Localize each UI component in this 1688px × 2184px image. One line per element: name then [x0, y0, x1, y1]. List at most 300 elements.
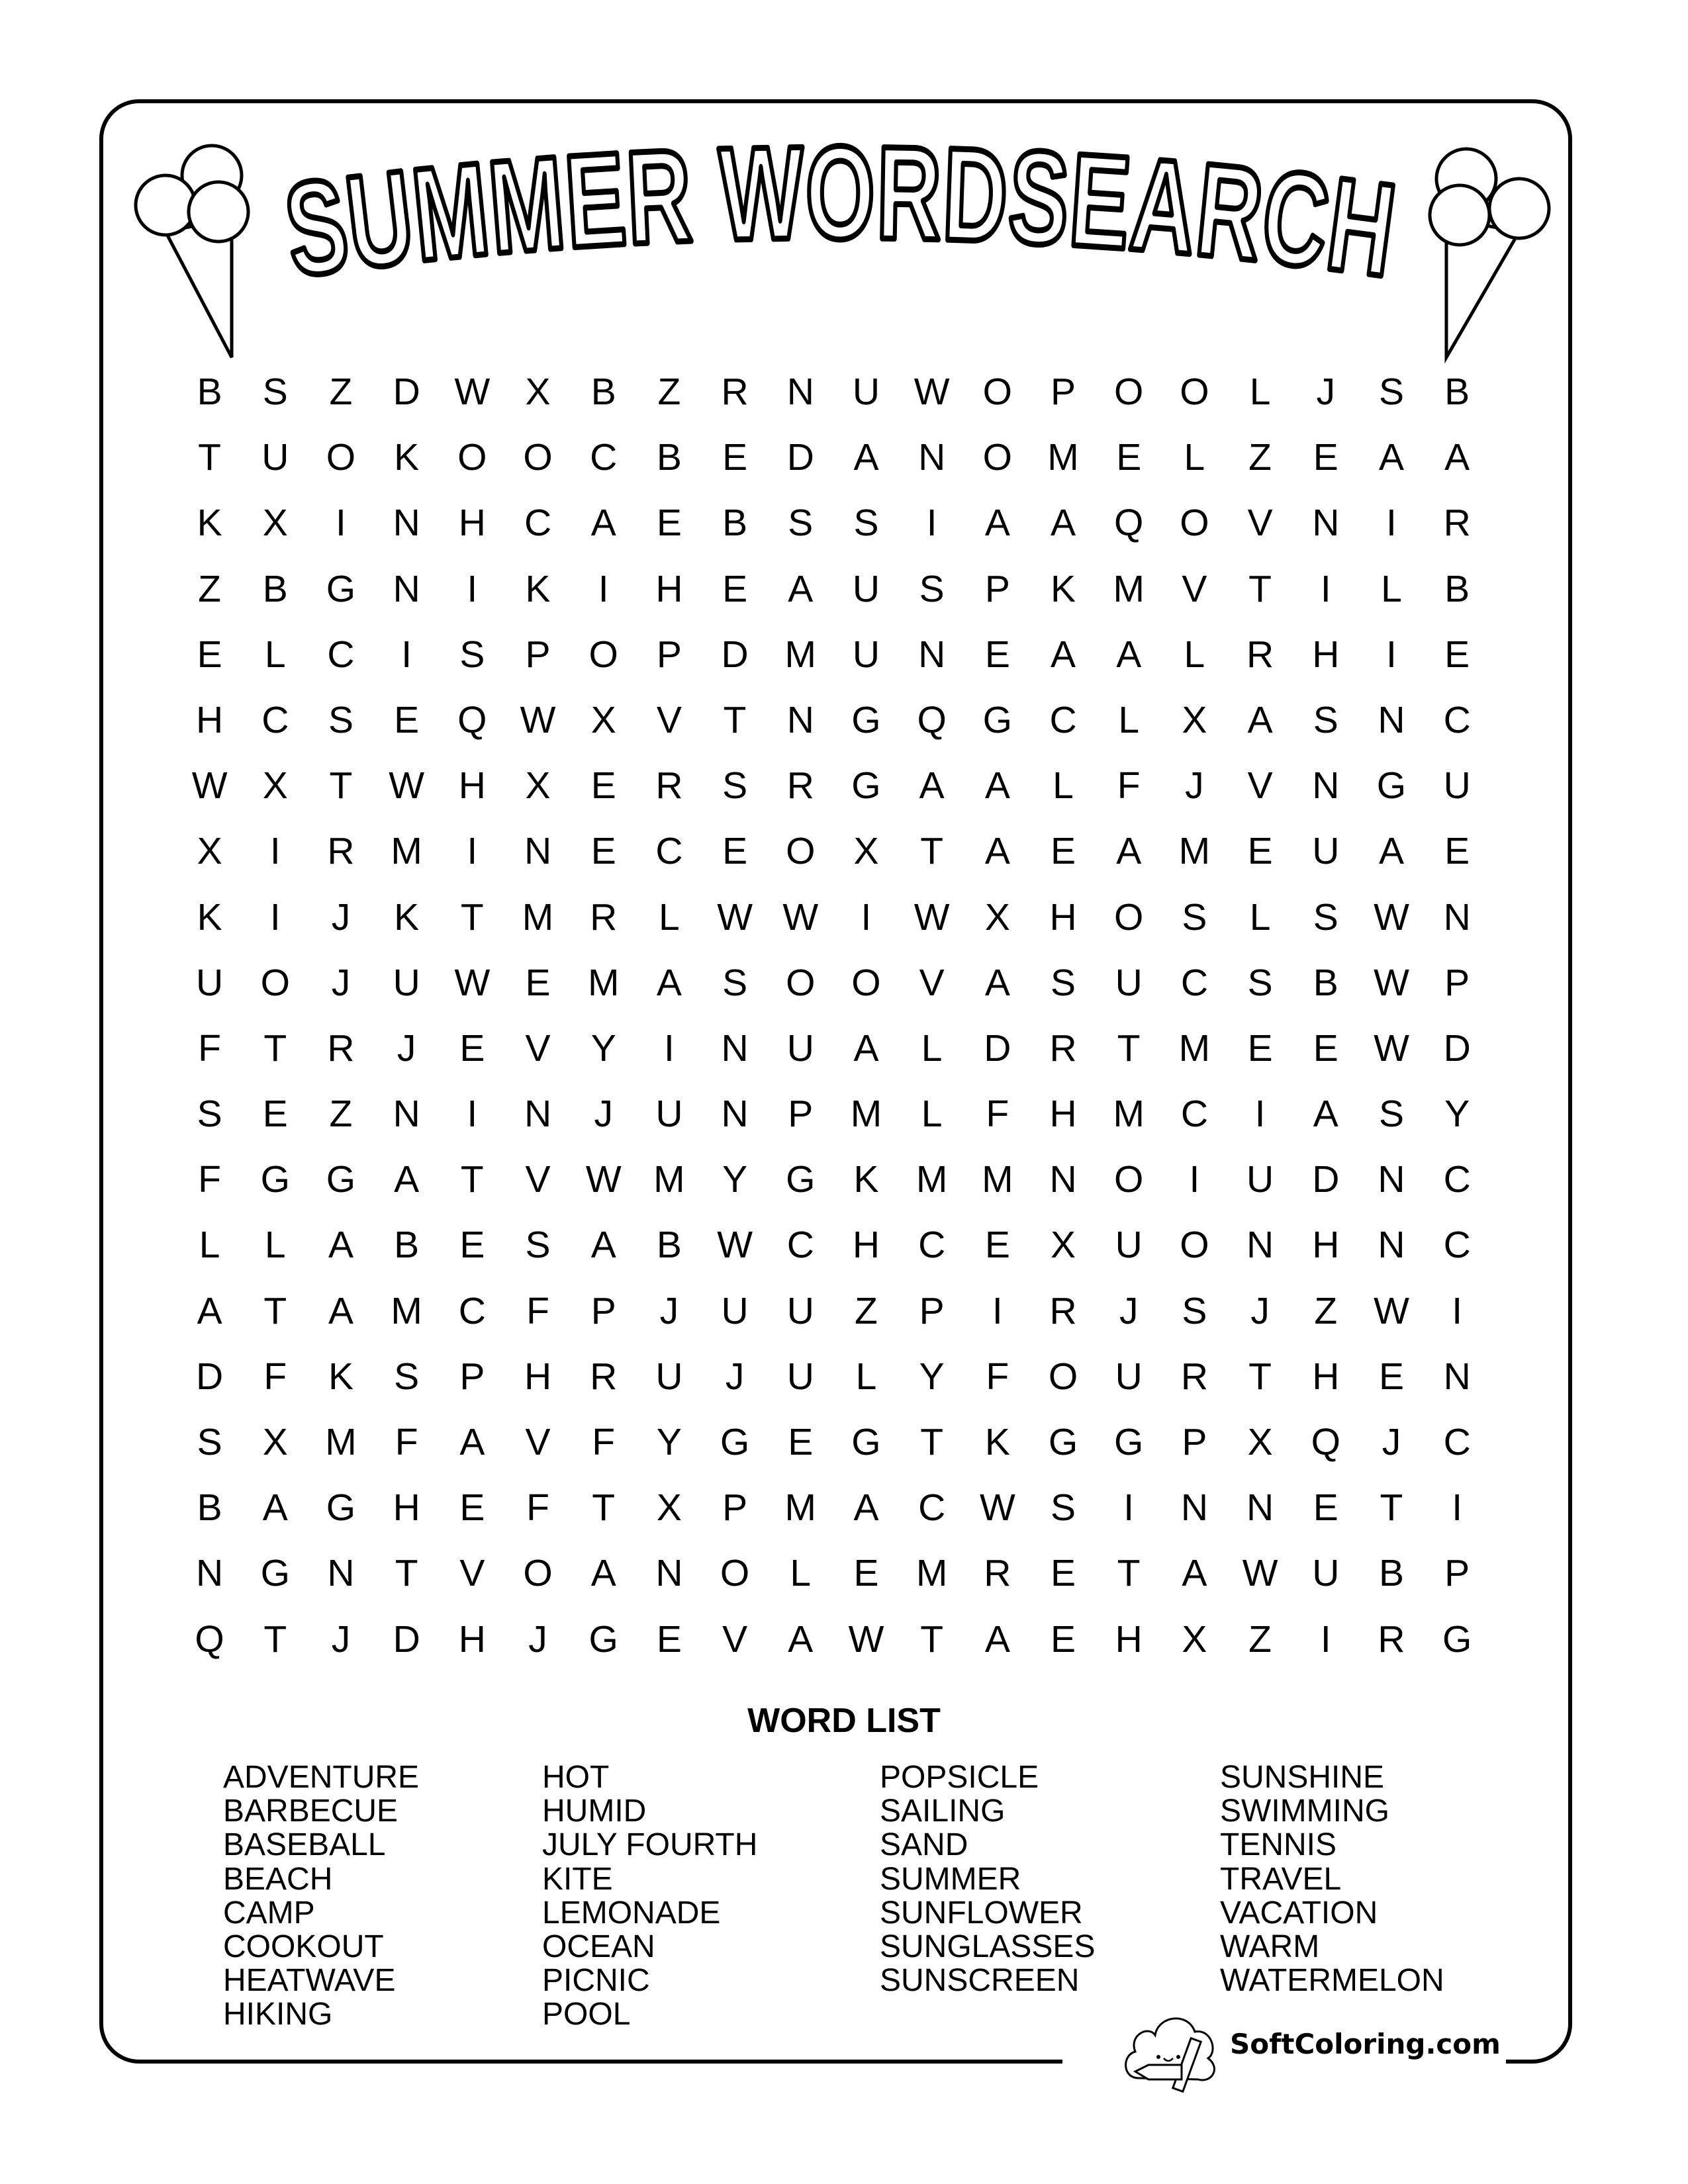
grid-letter[interactable]: G: [720, 1421, 750, 1463]
grid-letter[interactable]: K: [197, 502, 222, 545]
grid-letter[interactable]: V: [919, 961, 945, 1004]
grid-letter[interactable]: O: [1180, 1224, 1209, 1267]
grid-letter[interactable]: C: [918, 1224, 946, 1267]
grid-letter[interactable]: S: [1182, 895, 1207, 938]
grid-letter[interactable]: A: [984, 764, 1010, 807]
grid-letter[interactable]: P: [984, 567, 1010, 610]
grid-letter[interactable]: S: [459, 633, 485, 676]
grid-letter[interactable]: A: [1444, 436, 1470, 479]
grid-letter[interactable]: A: [459, 1421, 485, 1463]
grid-letter[interactable]: C: [1443, 1224, 1471, 1267]
grid-letter[interactable]: L: [1184, 633, 1205, 676]
grid-letter[interactable]: R: [1378, 1617, 1405, 1661]
grid-letter[interactable]: I: [598, 567, 609, 610]
grid-letter[interactable]: O: [786, 961, 816, 1004]
grid-letter[interactable]: F: [263, 1355, 287, 1398]
grid-letter[interactable]: X: [525, 764, 551, 807]
grid-letter[interactable]: E: [1313, 1026, 1338, 1069]
grid-letter[interactable]: S: [197, 1421, 222, 1463]
grid-letter[interactable]: B: [1444, 371, 1470, 413]
grid-letter[interactable]: R: [984, 1552, 1011, 1595]
grid-letter[interactable]: N: [786, 698, 814, 741]
grid-letter[interactable]: A: [197, 1289, 222, 1332]
grid-letter[interactable]: A: [1116, 633, 1142, 676]
grid-letter[interactable]: K: [984, 1421, 1010, 1463]
grid-letter[interactable]: N: [393, 1093, 420, 1136]
grid-letter[interactable]: X: [1182, 698, 1207, 741]
grid-letter[interactable]: L: [1381, 567, 1402, 610]
grid-letter[interactable]: P: [788, 1093, 814, 1136]
grid-letter[interactable]: O: [1180, 502, 1209, 545]
grid-letter[interactable]: S: [1247, 961, 1273, 1004]
grid-letter[interactable]: D: [1312, 1158, 1340, 1201]
grid-letter[interactable]: N: [1378, 1224, 1405, 1267]
grid-letter[interactable]: C: [1443, 1158, 1471, 1201]
grid-letter[interactable]: A: [1051, 502, 1076, 545]
grid-letter[interactable]: W: [1374, 1289, 1409, 1332]
grid-letter[interactable]: J: [331, 895, 351, 938]
grid-letter[interactable]: T: [1117, 1552, 1141, 1595]
grid-letter[interactable]: Z: [657, 371, 681, 413]
grid-letter[interactable]: S: [328, 698, 353, 741]
grid-letter[interactable]: B: [656, 1224, 682, 1267]
grid-letter[interactable]: A: [788, 567, 814, 610]
grid-letter[interactable]: J: [594, 1093, 613, 1136]
grid-letter[interactable]: D: [196, 1355, 224, 1398]
grid-letter[interactable]: J: [397, 1026, 416, 1069]
grid-letter[interactable]: L: [855, 1355, 877, 1398]
grid-letter[interactable]: E: [1051, 1552, 1076, 1595]
grid-letter[interactable]: M: [522, 895, 554, 938]
grid-letter[interactable]: O: [523, 1552, 553, 1595]
grid-letter[interactable]: C: [1443, 1421, 1471, 1463]
grid-letter[interactable]: G: [851, 698, 881, 741]
grid-letter[interactable]: C: [1180, 1093, 1208, 1136]
grid-letter[interactable]: I: [467, 567, 478, 610]
grid-letter[interactable]: E: [853, 1552, 879, 1595]
grid-letter[interactable]: U: [721, 1289, 749, 1332]
grid-letter[interactable]: A: [1182, 1552, 1207, 1595]
grid-letter[interactable]: H: [1115, 1617, 1143, 1661]
grid-letter[interactable]: E: [1378, 1355, 1404, 1398]
grid-letter[interactable]: U: [655, 1355, 683, 1398]
grid-letter[interactable]: Y: [919, 1355, 945, 1398]
grid-letter[interactable]: H: [852, 1224, 880, 1267]
grid-letter[interactable]: W: [1374, 961, 1409, 1004]
grid-letter[interactable]: G: [260, 1158, 290, 1201]
grid-letter[interactable]: I: [1452, 1486, 1463, 1529]
grid-letter[interactable]: C: [1049, 698, 1077, 741]
grid-letter[interactable]: E: [525, 961, 551, 1004]
grid-letter[interactable]: R: [1180, 1355, 1208, 1398]
grid-letter[interactable]: X: [1182, 1617, 1207, 1661]
grid-letter[interactable]: E: [1051, 830, 1076, 873]
grid-letter[interactable]: A: [656, 961, 682, 1004]
grid-letter[interactable]: U: [1115, 961, 1143, 1004]
grid-letter[interactable]: T: [329, 764, 353, 807]
grid-letter[interactable]: E: [788, 1421, 814, 1463]
grid-letter[interactable]: K: [328, 1355, 353, 1398]
grid-letter[interactable]: N: [918, 633, 946, 676]
grid-letter[interactable]: W: [454, 961, 491, 1004]
grid-letter[interactable]: C: [261, 698, 289, 741]
grid-letter[interactable]: E: [459, 1486, 485, 1529]
grid-letter[interactable]: W: [979, 1486, 1015, 1529]
grid-letter[interactable]: X: [262, 764, 288, 807]
grid-letter[interactable]: F: [592, 1421, 616, 1463]
grid-letter[interactable]: A: [590, 1552, 616, 1595]
grid-letter[interactable]: C: [655, 830, 683, 873]
grid-letter[interactable]: G: [851, 1421, 881, 1463]
grid-letter[interactable]: B: [197, 1486, 222, 1529]
grid-letter[interactable]: L: [1053, 764, 1074, 807]
grid-letter[interactable]: U: [1115, 1224, 1143, 1267]
grid-letter[interactable]: R: [590, 1355, 618, 1398]
grid-letter[interactable]: I: [1452, 1289, 1463, 1332]
grid-letter[interactable]: O: [1114, 895, 1144, 938]
grid-letter[interactable]: G: [851, 764, 881, 807]
grid-letter[interactable]: B: [656, 436, 682, 479]
grid-letter[interactable]: Q: [195, 1617, 224, 1661]
grid-letter[interactable]: F: [395, 1421, 418, 1463]
grid-letter[interactable]: J: [659, 1289, 679, 1332]
grid-letter[interactable]: I: [1123, 1486, 1135, 1529]
grid-letter[interactable]: E: [984, 633, 1010, 676]
grid-letter[interactable]: Z: [329, 1093, 353, 1136]
grid-letter[interactable]: C: [590, 436, 618, 479]
grid-letter[interactable]: W: [1374, 1026, 1409, 1069]
grid-letter[interactable]: M: [1047, 436, 1079, 479]
grid-letter[interactable]: A: [1378, 830, 1404, 873]
grid-letter[interactable]: E: [262, 1093, 288, 1136]
grid-letter[interactable]: Y: [1444, 1093, 1470, 1136]
grid-letter[interactable]: F: [526, 1486, 549, 1529]
grid-letter[interactable]: Y: [722, 1158, 748, 1201]
grid-letter[interactable]: O: [260, 961, 290, 1004]
grid-letter[interactable]: N: [1246, 1486, 1274, 1529]
grid-letter[interactable]: U: [852, 633, 880, 676]
grid-letter[interactable]: O: [1114, 1158, 1144, 1201]
grid-letter[interactable]: E: [394, 698, 420, 741]
grid-letter[interactable]: R: [655, 764, 683, 807]
grid-letter[interactable]: H: [655, 567, 683, 610]
grid-letter[interactable]: X: [197, 830, 222, 873]
grid-letter[interactable]: V: [1247, 502, 1273, 545]
grid-letter[interactable]: L: [1249, 895, 1271, 938]
grid-letter[interactable]: U: [852, 371, 880, 413]
grid-letter[interactable]: I: [1386, 502, 1397, 545]
grid-letter[interactable]: N: [393, 567, 420, 610]
grid-letter[interactable]: Z: [1314, 1289, 1338, 1332]
grid-letter[interactable]: T: [1248, 1355, 1272, 1398]
grid-letter[interactable]: M: [1178, 1026, 1211, 1069]
grid-letter[interactable]: C: [1180, 961, 1208, 1004]
grid-letter[interactable]: C: [1443, 698, 1471, 741]
grid-letter[interactable]: G: [1114, 1421, 1144, 1463]
grid-letter[interactable]: E: [1051, 1617, 1076, 1661]
grid-letter[interactable]: L: [921, 1026, 943, 1069]
grid-letter[interactable]: L: [264, 633, 286, 676]
grid-letter[interactable]: M: [1113, 567, 1145, 610]
grid-letter[interactable]: I: [1320, 567, 1331, 610]
grid-letter[interactable]: B: [394, 1224, 420, 1267]
grid-letter[interactable]: H: [393, 1486, 420, 1529]
grid-letter[interactable]: T: [592, 1486, 616, 1529]
grid-letter[interactable]: W: [1374, 895, 1409, 938]
grid-letter[interactable]: Z: [1248, 1617, 1272, 1661]
grid-letter[interactable]: T: [1248, 567, 1272, 610]
grid-letter[interactable]: Q: [917, 698, 947, 741]
grid-letter[interactable]: T: [1380, 1486, 1403, 1529]
grid-letter[interactable]: E: [197, 633, 222, 676]
grid-letter[interactable]: M: [587, 961, 620, 1004]
grid-letter[interactable]: V: [525, 1421, 551, 1463]
grid-letter[interactable]: J: [725, 1355, 745, 1398]
grid-letter[interactable]: N: [1378, 698, 1405, 741]
grid-letter[interactable]: Z: [329, 371, 353, 413]
grid-letter[interactable]: S: [1051, 961, 1076, 1004]
grid-letter[interactable]: T: [920, 1617, 944, 1661]
grid-letter[interactable]: E: [722, 567, 748, 610]
grid-letter[interactable]: T: [263, 1617, 287, 1661]
grid-letter[interactable]: S: [394, 1355, 420, 1398]
grid-letter[interactable]: Y: [590, 1026, 616, 1069]
grid-letter[interactable]: W: [389, 764, 425, 807]
grid-letter[interactable]: R: [1049, 1026, 1077, 1069]
grid-letter[interactable]: M: [325, 1421, 357, 1463]
grid-letter[interactable]: P: [1182, 1421, 1207, 1463]
grid-letter[interactable]: B: [1444, 567, 1470, 610]
grid-letter[interactable]: B: [722, 502, 748, 545]
grid-letter[interactable]: M: [850, 1093, 882, 1136]
grid-letter[interactable]: S: [1051, 1486, 1076, 1529]
grid-letter[interactable]: L: [1118, 698, 1140, 741]
grid-letter[interactable]: I: [467, 830, 478, 873]
grid-letter[interactable]: P: [1444, 1552, 1470, 1595]
grid-letter[interactable]: P: [722, 1486, 748, 1529]
grid-letter[interactable]: X: [1247, 1421, 1273, 1463]
grid-letter[interactable]: R: [590, 895, 618, 938]
grid-letter[interactable]: E: [984, 1224, 1010, 1267]
grid-letter[interactable]: B: [1378, 1552, 1404, 1595]
grid-letter[interactable]: A: [394, 1158, 420, 1201]
grid-letter[interactable]: E: [1247, 1026, 1273, 1069]
grid-letter[interactable]: A: [1051, 633, 1076, 676]
grid-letter[interactable]: O: [982, 371, 1013, 413]
grid-letter[interactable]: C: [786, 1224, 814, 1267]
grid-letter[interactable]: I: [1189, 1158, 1200, 1201]
grid-letter[interactable]: A: [1116, 830, 1142, 873]
grid-letter[interactable]: I: [336, 502, 346, 545]
grid-letter[interactable]: S: [722, 764, 748, 807]
grid-letter[interactable]: U: [655, 1093, 683, 1136]
grid-letter[interactable]: N: [721, 1026, 749, 1069]
grid-letter[interactable]: E: [590, 830, 616, 873]
grid-letter[interactable]: B: [590, 371, 616, 413]
grid-letter[interactable]: U: [786, 1289, 814, 1332]
grid-letter[interactable]: O: [588, 633, 618, 676]
grid-letter[interactable]: E: [459, 1026, 485, 1069]
grid-letter[interactable]: H: [1312, 1355, 1340, 1398]
grid-letter[interactable]: S: [853, 502, 879, 545]
grid-letter[interactable]: T: [198, 436, 221, 479]
grid-letter[interactable]: D: [393, 1617, 420, 1661]
grid-letter[interactable]: K: [525, 567, 551, 610]
grid-letter[interactable]: V: [459, 1552, 485, 1595]
grid-letter[interactable]: E: [722, 830, 748, 873]
grid-letter[interactable]: T: [263, 1289, 287, 1332]
grid-letter[interactable]: A: [984, 1617, 1010, 1661]
grid-letter[interactable]: A: [1247, 698, 1273, 741]
grid-letter[interactable]: B: [197, 371, 222, 413]
grid-letter[interactable]: Q: [1114, 502, 1144, 545]
grid-letter[interactable]: H: [1312, 633, 1340, 676]
grid-letter[interactable]: E: [1313, 436, 1338, 479]
grid-letter[interactable]: M: [915, 1552, 948, 1595]
grid-letter[interactable]: G: [326, 567, 356, 610]
grid-letter[interactable]: X: [590, 698, 616, 741]
grid-letter[interactable]: I: [926, 502, 937, 545]
grid-letter[interactable]: A: [328, 1289, 353, 1332]
grid-letter[interactable]: M: [784, 633, 817, 676]
grid-letter[interactable]: J: [1185, 764, 1204, 807]
grid-letter[interactable]: B: [262, 567, 288, 610]
grid-letter[interactable]: H: [1312, 1224, 1340, 1267]
grid-letter[interactable]: I: [1320, 1617, 1331, 1661]
grid-letter[interactable]: O: [1180, 371, 1209, 413]
grid-letter[interactable]: S: [919, 567, 945, 610]
grid-letter[interactable]: S: [1313, 895, 1338, 938]
grid-letter[interactable]: E: [1313, 1486, 1338, 1529]
grid-letter[interactable]: H: [196, 698, 224, 741]
grid-letter[interactable]: U: [1115, 1355, 1143, 1398]
grid-letter[interactable]: H: [458, 1617, 486, 1661]
grid-letter[interactable]: U: [196, 961, 224, 1004]
grid-letter[interactable]: I: [269, 895, 281, 938]
grid-letter[interactable]: N: [1180, 1486, 1208, 1529]
grid-letter[interactable]: N: [721, 1093, 749, 1136]
grid-letter[interactable]: F: [1117, 764, 1141, 807]
grid-letter[interactable]: A: [853, 436, 879, 479]
grid-letter[interactable]: X: [656, 1486, 682, 1529]
grid-letter[interactable]: V: [525, 1158, 551, 1201]
grid-letter[interactable]: C: [458, 1289, 486, 1332]
grid-letter[interactable]: O: [851, 961, 881, 1004]
grid-letter[interactable]: J: [1382, 1421, 1401, 1463]
grid-letter[interactable]: H: [1049, 1093, 1077, 1136]
grid-letter[interactable]: Z: [198, 567, 221, 610]
grid-letter[interactable]: G: [786, 1158, 816, 1201]
grid-letter[interactable]: E: [1444, 633, 1470, 676]
grid-letter[interactable]: X: [262, 502, 288, 545]
grid-letter[interactable]: M: [915, 1158, 948, 1201]
grid-letter[interactable]: E: [590, 764, 616, 807]
grid-letter[interactable]: L: [264, 1224, 286, 1267]
grid-letter[interactable]: A: [1378, 436, 1404, 479]
grid-letter[interactable]: D: [1443, 1026, 1471, 1069]
grid-letter[interactable]: Y: [656, 1421, 682, 1463]
grid-letter[interactable]: A: [1313, 1093, 1338, 1136]
grid-letter[interactable]: R: [1443, 502, 1471, 545]
grid-letter[interactable]: V: [1247, 764, 1273, 807]
grid-letter[interactable]: G: [1376, 764, 1407, 807]
grid-letter[interactable]: N: [524, 830, 552, 873]
grid-letter[interactable]: V: [525, 1026, 551, 1069]
grid-letter[interactable]: R: [327, 1026, 355, 1069]
grid-letter[interactable]: A: [853, 1026, 879, 1069]
grid-letter[interactable]: W: [914, 895, 950, 938]
grid-letter[interactable]: W: [520, 698, 556, 741]
grid-letter[interactable]: K: [394, 895, 420, 938]
grid-letter[interactable]: J: [1119, 1289, 1139, 1332]
grid-letter[interactable]: S: [525, 1224, 551, 1267]
grid-letter[interactable]: W: [454, 371, 491, 413]
grid-letter[interactable]: L: [921, 1093, 943, 1136]
grid-letter[interactable]: R: [1049, 1289, 1077, 1332]
grid-letter[interactable]: N: [1049, 1158, 1077, 1201]
grid-letter[interactable]: Q: [1311, 1421, 1340, 1463]
grid-letter[interactable]: E: [722, 436, 748, 479]
grid-letter[interactable]: W: [782, 895, 819, 938]
grid-letter[interactable]: L: [199, 1224, 220, 1267]
grid-letter[interactable]: K: [197, 895, 222, 938]
grid-letter[interactable]: T: [920, 830, 944, 873]
grid-letter[interactable]: C: [918, 1486, 946, 1529]
grid-letter[interactable]: L: [1249, 371, 1271, 413]
grid-letter[interactable]: H: [458, 764, 486, 807]
grid-letter[interactable]: I: [1254, 1093, 1266, 1136]
grid-letter[interactable]: R: [721, 371, 749, 413]
grid-letter[interactable]: S: [1378, 371, 1404, 413]
grid-letter[interactable]: E: [459, 1224, 485, 1267]
grid-letter[interactable]: U: [261, 436, 289, 479]
grid-letter[interactable]: W: [1242, 1552, 1278, 1595]
grid-letter[interactable]: F: [198, 1158, 221, 1201]
grid-letter[interactable]: N: [327, 1552, 355, 1595]
grid-letter[interactable]: A: [984, 502, 1010, 545]
grid-letter[interactable]: A: [984, 961, 1010, 1004]
grid-letter[interactable]: K: [1051, 567, 1076, 610]
grid-letter[interactable]: R: [1246, 633, 1274, 676]
grid-letter[interactable]: O: [523, 436, 553, 479]
grid-letter[interactable]: P: [1051, 371, 1076, 413]
grid-letter[interactable]: U: [786, 1026, 814, 1069]
grid-letter[interactable]: A: [853, 1486, 879, 1529]
grid-letter[interactable]: A: [328, 1224, 353, 1267]
grid-letter[interactable]: N: [1443, 1355, 1471, 1398]
grid-letter[interactable]: O: [1048, 1355, 1078, 1398]
grid-letter[interactable]: B: [1313, 961, 1338, 1004]
grid-letter[interactable]: N: [1443, 895, 1471, 938]
grid-letter[interactable]: U: [852, 567, 880, 610]
grid-letter[interactable]: V: [722, 1617, 748, 1661]
grid-letter[interactable]: U: [1312, 830, 1340, 873]
grid-letter[interactable]: E: [1444, 830, 1470, 873]
grid-letter[interactable]: D: [393, 371, 420, 413]
grid-letter[interactable]: W: [585, 1158, 622, 1201]
grid-letter[interactable]: I: [401, 633, 412, 676]
grid-letter[interactable]: O: [982, 436, 1013, 479]
grid-letter[interactable]: Z: [1248, 436, 1272, 479]
grid-letter[interactable]: O: [326, 436, 356, 479]
grid-letter[interactable]: O: [457, 436, 487, 479]
grid-letter[interactable]: W: [191, 764, 228, 807]
grid-letter[interactable]: F: [986, 1355, 1009, 1398]
grid-letter[interactable]: J: [1316, 371, 1336, 413]
grid-letter[interactable]: Q: [457, 698, 487, 741]
grid-letter[interactable]: P: [656, 633, 682, 676]
grid-letter[interactable]: D: [984, 1026, 1011, 1069]
